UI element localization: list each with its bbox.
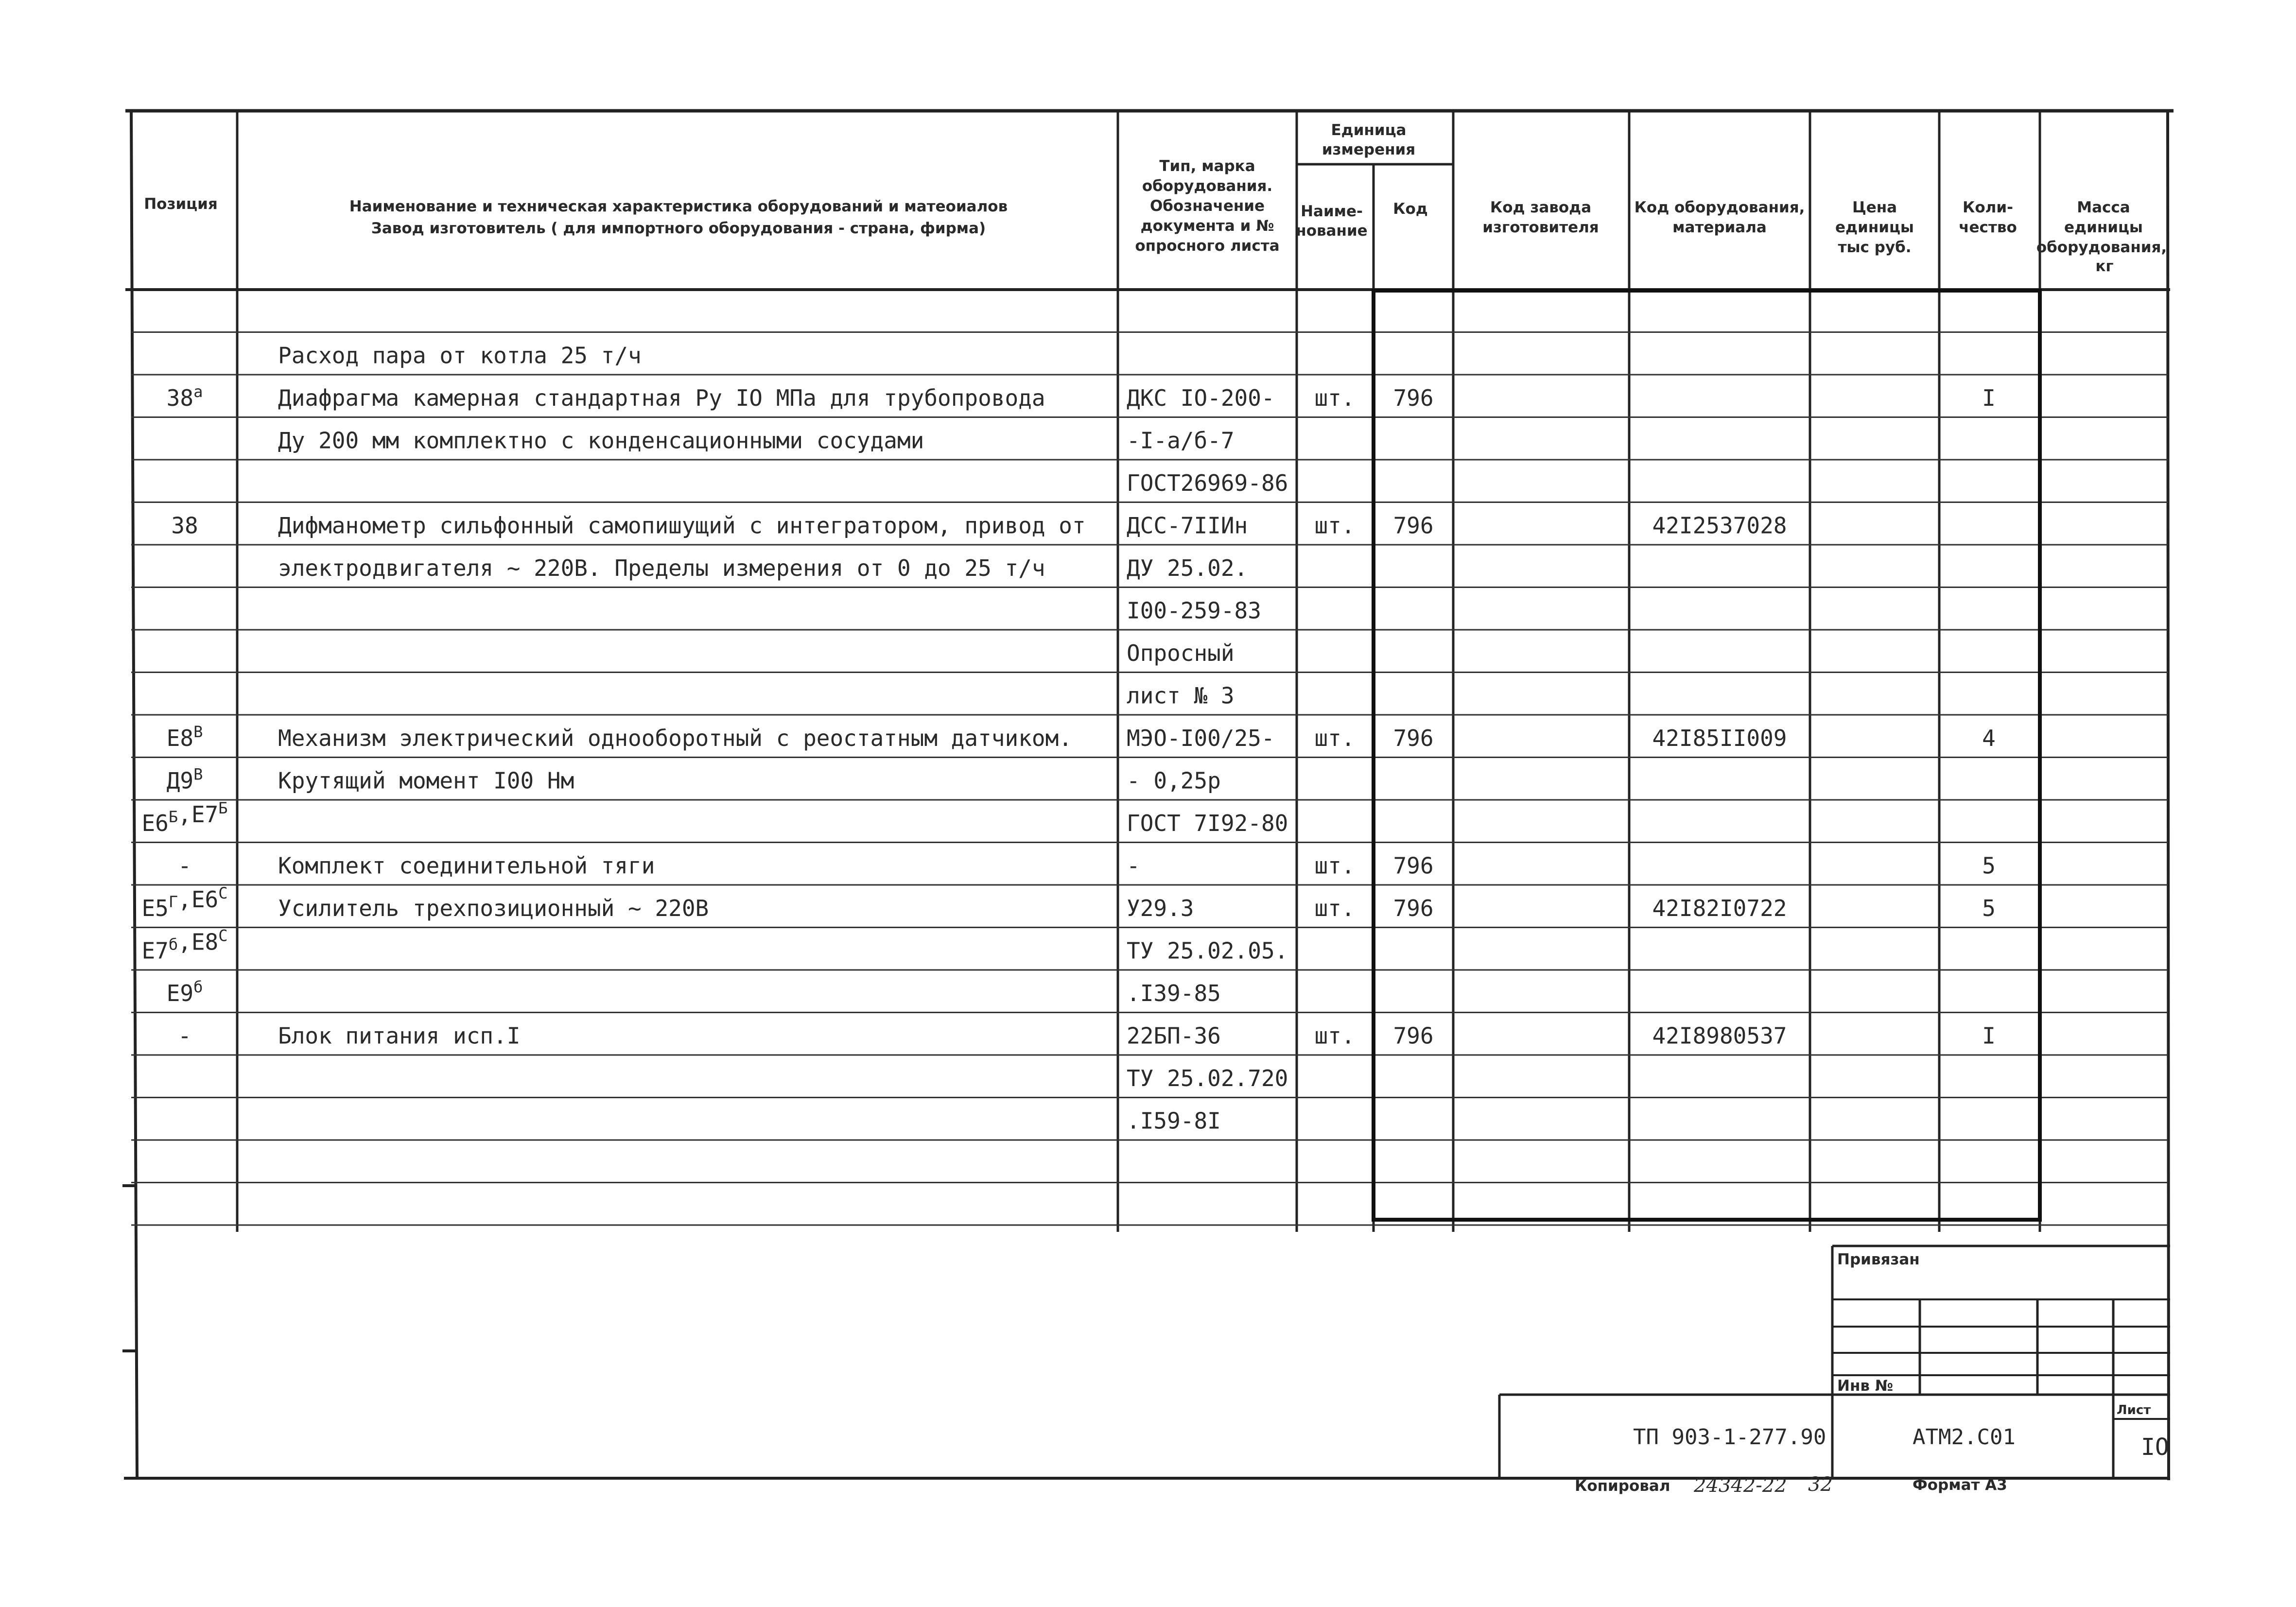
row-type: I00-259-83 — [1127, 597, 1261, 624]
row-name: Комплект соединительной тяги — [278, 852, 655, 879]
row-equipment-code: 42I2537028 — [1652, 512, 1787, 539]
row-code: 796 — [1393, 895, 1434, 921]
hdr-qty-2: чество — [1959, 219, 2017, 236]
hdr-factory-2: изготовителя — [1482, 219, 1599, 236]
row-type: ТУ 25.02.720 — [1127, 1065, 1288, 1091]
hdr-equip-2: материала — [1672, 219, 1767, 236]
hdr-mass-3: оборудования, — [2036, 239, 2167, 256]
row-name: Блок питания исп.I — [278, 1022, 521, 1049]
hdr-mass-2: единицы — [2064, 219, 2143, 236]
format-label: Формат А3 — [1913, 1476, 2007, 1494]
row-unit: шт. — [1314, 1022, 1355, 1049]
row-type: .I39-85 — [1127, 980, 1221, 1006]
row-type: Опросный — [1127, 640, 1235, 666]
row-position: $Е6^Б,Е7^Б$ — [141, 799, 228, 836]
hdr-type-2: оборудования. — [1142, 177, 1273, 195]
hdr-unit-code: Код — [1393, 200, 1428, 218]
row-type: ДСС-7IIИн — [1127, 512, 1248, 539]
sheet-number: IO — [2141, 1434, 2169, 1461]
hdr-price-2: единицы — [1835, 219, 1914, 236]
row-type: ГОСТ 7I92-80 — [1127, 810, 1288, 836]
row-type: лист № 3 — [1127, 682, 1235, 709]
hdr-type-4: документа и № — [1140, 217, 1274, 235]
row-name: Расход пара от котла 25 т/ч — [278, 342, 642, 369]
row-position: $Е5^Г,Е6^С$ — [141, 884, 228, 921]
attached-label: Привязан — [1837, 1251, 1920, 1268]
row-code: 796 — [1393, 852, 1434, 879]
hdr-type-5: опросного листа — [1135, 237, 1280, 255]
row-name: Усилитель трехпозиционный ~ 220В — [278, 895, 709, 921]
inv-no-label: Инв № — [1837, 1377, 1894, 1395]
row-code: 796 — [1393, 725, 1434, 751]
row-type: -I-а/б-7 — [1127, 427, 1235, 454]
row-position: - — [178, 1022, 191, 1049]
hdr-type-1: Тип, марка — [1159, 157, 1255, 175]
hdr-unit-1: Единица — [1331, 121, 1407, 139]
row-code: 796 — [1393, 1022, 1434, 1049]
copied-label: Копировал — [1575, 1477, 1670, 1495]
row-type: ДКС IO-200- — [1127, 385, 1275, 411]
row-type: МЭО-I00/25- — [1127, 725, 1275, 751]
sheet-label: Лист — [2117, 1403, 2151, 1417]
row-unit: шт. — [1314, 385, 1355, 411]
designation: ТП 903-1-277.90 — [1633, 1425, 1826, 1450]
hdr-price-1: Цена — [1852, 199, 1897, 216]
row-position: $Е7^б,Е8^С$ — [141, 926, 228, 964]
row-position: $Е9^б$ — [166, 978, 203, 1006]
row-name: Диафрагма камерная стандартная Ру IO МПа для трубопровода — [278, 385, 1045, 411]
hdr-equip-1: Код оборудования, — [1634, 199, 1805, 216]
row-name: электродвигателя ~ 220В. Пределы измерения от 0 до 25 т/ч — [278, 555, 1045, 581]
row-name: Механизм электрический однооборотный с реостатным датчиком. — [278, 725, 1072, 751]
row-quantity: 5 — [1982, 852, 1996, 879]
hdr-mass-1: Масса — [2077, 199, 2130, 216]
hdr-name-2: Завод изготовитель ( для импортного оборудования - страна, фирма) — [371, 220, 986, 237]
row-type: - — [1127, 852, 1140, 879]
row-position: $Д9^В$ — [166, 765, 203, 794]
row-name: Ду 200 мм комплектно с конденсационными сосудами — [278, 427, 924, 454]
row-quantity: 4 — [1982, 725, 1996, 751]
row-position: - — [178, 852, 191, 879]
hdr-unit-2: измерения — [1322, 141, 1416, 158]
hdr-name-1: Наименование и техническая характеристика оборудований и матеоиалов — [349, 198, 1008, 215]
row-quantity: I — [1982, 1022, 1996, 1049]
row-type: .I59-8I — [1127, 1107, 1221, 1134]
row-code: 796 — [1393, 512, 1434, 539]
hdr-mass-4: кг — [2095, 258, 2114, 275]
copier-signature: 24342-22 — [1694, 1474, 1787, 1497]
hdr-factory-1: Код завода — [1490, 199, 1592, 216]
row-equipment-code: 42I8980537 — [1652, 1022, 1787, 1049]
row-quantity: 5 — [1982, 895, 1996, 921]
row-unit: шт. — [1314, 512, 1355, 539]
doc-code: АТМ2.С01 — [1913, 1425, 2016, 1450]
hdr-type-3: Обозначение — [1149, 197, 1265, 215]
row-type: ТУ 25.02.05. — [1127, 937, 1288, 964]
row-unit: шт. — [1314, 725, 1355, 751]
row-unit: шт. — [1314, 895, 1355, 921]
row-type: 22БП-36 — [1127, 1022, 1221, 1049]
hdr-qty-1: Коли- — [1963, 199, 2013, 216]
hdr-price-3: тыс руб. — [1838, 239, 1912, 256]
row-equipment-code: 42I82I0722 — [1652, 895, 1787, 921]
row-name: Дифманометр сильфонный самопишущий с интегратором, привод от — [278, 512, 1086, 539]
hdr-unit-name-2: нование — [1296, 222, 1368, 240]
row-equipment-code: 42I85II009 — [1652, 725, 1787, 751]
hdr-position: Позиция — [144, 195, 218, 213]
row-type: У29.3 — [1127, 895, 1194, 921]
row-position: $38^а$ — [166, 382, 203, 411]
row-position: $Е8^В$ — [166, 723, 203, 751]
row-quantity: I — [1982, 385, 1996, 411]
hdr-unit-name-1: Наиме- — [1301, 203, 1363, 220]
row-code: 796 — [1393, 385, 1434, 411]
row-position: 38 — [171, 512, 198, 539]
row-name: Крутящий момент I00 Нм — [278, 767, 574, 794]
row-type: - 0,25р — [1127, 767, 1221, 794]
row-unit: шт. — [1314, 852, 1355, 879]
row-type: ДУ 25.02. — [1127, 555, 1248, 581]
copier-number: 32 — [1808, 1473, 1833, 1496]
row-type: ГОСТ26969-86 — [1127, 470, 1288, 496]
